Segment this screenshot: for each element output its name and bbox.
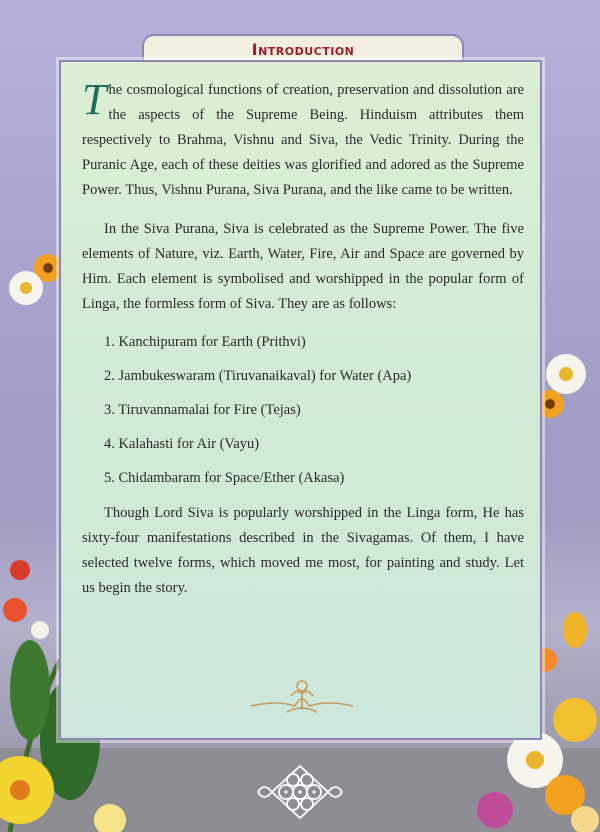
list-item: 2. Jambukeswaram (Tiruvanaikaval) for Water (Apa) bbox=[104, 368, 412, 384]
list-item: 4. Kalahasti for Air (Vayu) bbox=[104, 436, 260, 452]
paragraph-1-text: he cosmological functions of creation, preservation and dissolution are the aspects of the Supreme Being. Hinduism attributes them respectively to Brahma, Vishnu and Siva, the Vedic Trinity. During the Puranic Age, each of these deities was glorified and adored as the Supreme Power. Thus, Vishnu Purana, Siva Purana, and the like came to be written. bbox=[82, 82, 524, 198]
intro-paragraph-1 bbox=[82, 75, 524, 203]
list-item: 1. Kanchipuram for Earth (Prithvi) bbox=[104, 334, 306, 350]
drop-cap: T bbox=[82, 75, 107, 124]
intro-content bbox=[82, 75, 524, 615]
intro-paragraph-3: Though Lord Siva is popularly worshipped in the Linga form, He has sixty-four manifestations described in the Sivagamas. Of them, I have selected twelve forms, which moved me most, for painting and study. Let us begin the story. bbox=[82, 505, 524, 596]
pancha-bhoota-list bbox=[82, 331, 524, 489]
kolam-pattern-icon bbox=[254, 762, 346, 822]
intro-paragraph-2: In the Siva Purana, Siva is celebrated as the Supreme Power. The five elements of Nature, viz. Earth, Water, Fire, Air and Space are governed by Him. Each element is symbolised and worshipped in the popular form of Linga, the formless form of Siva. They are as follows: bbox=[82, 221, 524, 312]
page-title: Introduction bbox=[251, 40, 355, 59]
list-item: 3. Tiruvannamalai for Fire (Tejas) bbox=[104, 402, 301, 418]
list-item: 5. Chidambaram for Space/Ether (Akasa) bbox=[104, 470, 345, 486]
ornament-divider-icon bbox=[247, 674, 357, 718]
